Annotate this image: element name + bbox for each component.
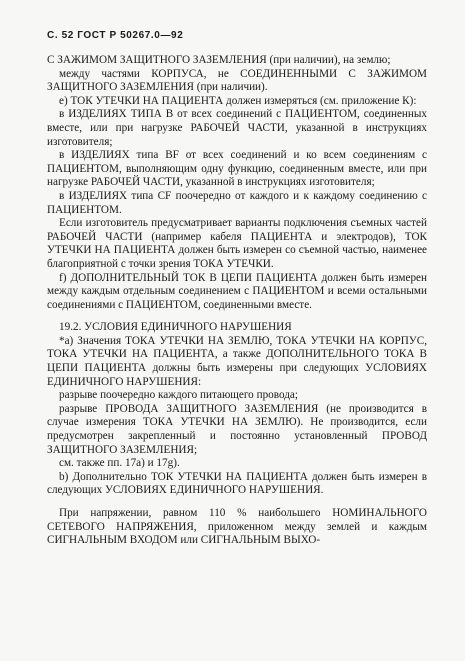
paragraph-14: При напряжении, равном 110 % наибольшего НОМИНАЛЬНОГО СЕТЕВОГО НАПРЯЖЕНИЯ, приложенном между землей и каждым СИГНАЛЬНЫМ ВХОДОМ или СИГНАЛЬНЫМ ВЫХО- (47, 507, 427, 547)
paragraph-2: между частями КОРПУСА, не СОЕДИНЕННЫМИ С ЗАЖИМОМ ЗАЩИТНОГО ЗАЗЕМЛЕНИЯ (при наличии). (47, 67, 427, 94)
paragraph-4: в ИЗДЕЛИЯХ ТИПА В от всех соединений с ПАЦИЕНТОМ, соединенных вместе, или при нагрузке РАБОЧЕЙ ЧАСТИ, указанной в инструкциях изготовителя; (47, 108, 427, 148)
page-header: С. 52 ГОСТ Р 50267.0—92 (47, 30, 184, 41)
paragraph-1: С ЗАЖИМОМ ЗАЩИТНОГО ЗАЗЕМЛЕНИЯ (при наличии), на землю; (47, 54, 391, 66)
paragraph-5: в ИЗДЕЛИЯХ типа BF от всех соединений и ко всем соединениям с ПАЦИЕНТОМ, выполняющим одну функцию, соединенным вместе, или при нагрузке РАБОЧЕЙ ЧАСТИ, указанной в инструкциях изготовителя; (47, 149, 427, 189)
paragraph-6: в ИЗДЕЛИЯХ типа CF поочередно от каждого и к каждому соединению с ПАЦИЕНТОМ. (47, 189, 427, 216)
paragraph-11: разрыве ПРОВОДА ЗАЩИТНОГО ЗАЗЕМЛЕНИЯ (не производится в случае измерения ТОКА УТЕЧКИ НА ЗЕМЛЮ). Не производится, если предусмотрен закрепленный и постоянно установленный ПРОВОД ЗАЩИТНОГО ЗАЗЕМЛЕНИЯ; (47, 402, 427, 456)
paragraph-12: см. также пп. 17а) и 17g). (59, 457, 180, 470)
paragraph-8: f) ДОПОЛНИТЕЛЬНЫЙ ТОК В ЦЕПИ ПАЦИЕНТА должен быть измерен между каждым отдельным соединением с ПАЦИЕНТОМ и всеми остальными соединениями с ПАЦИЕНТОМ, соединенными вместе. (47, 271, 427, 311)
paragraph-7: Если изготовитель предусматривает варианты подключения съемных частей РАБОЧЕЙ ЧАСТИ (например кабеля ПАЦИЕНТА и электродов), ТОК УТЕЧКИ НА ПАЦИЕНТА должен быть измерен со съемной частью, наименее благоприятной с точки зрения ТОКА УТЕЧКИ. (47, 217, 427, 270)
section-heading: 19.2. УСЛОВИЯ ЕДИНИЧНОГО НАРУШЕНИЯ (59, 321, 292, 334)
paragraph-10: разрыве поочередно каждого питающего провода; (59, 389, 298, 402)
paragraph-9: *а) Значения ТОКА УТЕЧКИ НА ЗЕМЛЮ, ТОКА УТЕЧКИ НА КОРПУС, ТОКА УТЕЧКИ НА ПАЦИЕНТА, а также ДОПОЛНИТЕЛЬНОГО ТОКА В ЦЕПИ ПАЦИЕНТА должны быть измерены при следующих УСЛОВИЯХ ЕДИНИЧНОГО НАРУШЕНИЯ: (47, 334, 427, 388)
paragraph-3: е) ТОК УТЕЧКИ НА ПАЦИЕНТА должен измеряться (см. приложение К): (59, 94, 417, 107)
paragraph-13: b) Дополнительно ТОК УТЕЧКИ НА ПАЦИЕНТА должен быть измерен в следующих УСЛОВИЯХ ЕДИНИЧНОГО НАРУШЕНИЯ. (47, 470, 427, 497)
